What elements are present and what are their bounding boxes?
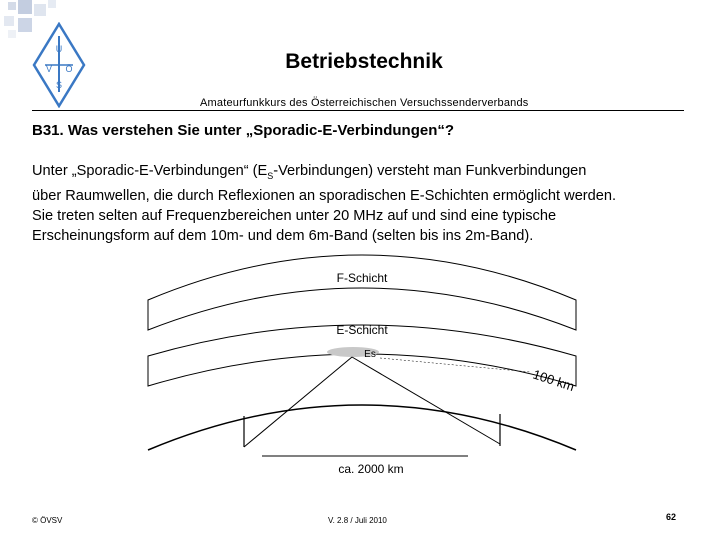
earth-surface	[148, 405, 576, 450]
logo-letter: S	[55, 80, 63, 90]
answer-line: über Raumwellen, die durch Reflexionen an sporadischen E-Schichten ermöglicht werden.	[32, 187, 617, 204]
e-layer-label: E-Schicht	[336, 323, 388, 337]
es-label: Es	[364, 349, 376, 360]
page-number: 62	[666, 512, 677, 522]
footer-copyright: © ÖVSV	[32, 516, 63, 525]
answer-line: Erscheinungsform auf dem 10m- und dem 6m-Band (selten bis ins 2m-Band).	[32, 227, 534, 244]
page-subtitle: Amateurfunkkurs des Österreichischen Versuchssenderverbands	[200, 97, 529, 109]
answer-line: Unter „Sporadic-E-Verbindungen“ $(E_S-Verbindungen)$ versteht man Funkverbindungen	[32, 163, 587, 181]
f-layer-label: F-Schicht	[336, 271, 388, 285]
height-label: 100 km	[531, 366, 577, 395]
answer-line: Sie treten selten auf Frequenzbereichen unter 20 MHz auf und sind eine typische	[32, 207, 557, 224]
question-heading: B31. Was verstehen Sie unter „Sporadic-E-Verbindungen“?	[32, 122, 455, 139]
ray-down	[352, 357, 500, 444]
f-layer	[148, 255, 576, 330]
logo-letter: Ö	[65, 64, 73, 74]
logo-letter: V	[45, 64, 53, 74]
logo-letter: U	[55, 44, 63, 54]
footer-version: V. 2.8 / Juli 2010	[328, 516, 387, 525]
distance-label: ca. 2000 km	[338, 462, 404, 476]
ray-up	[244, 357, 352, 447]
page-title: Betriebstechnik	[285, 50, 443, 73]
